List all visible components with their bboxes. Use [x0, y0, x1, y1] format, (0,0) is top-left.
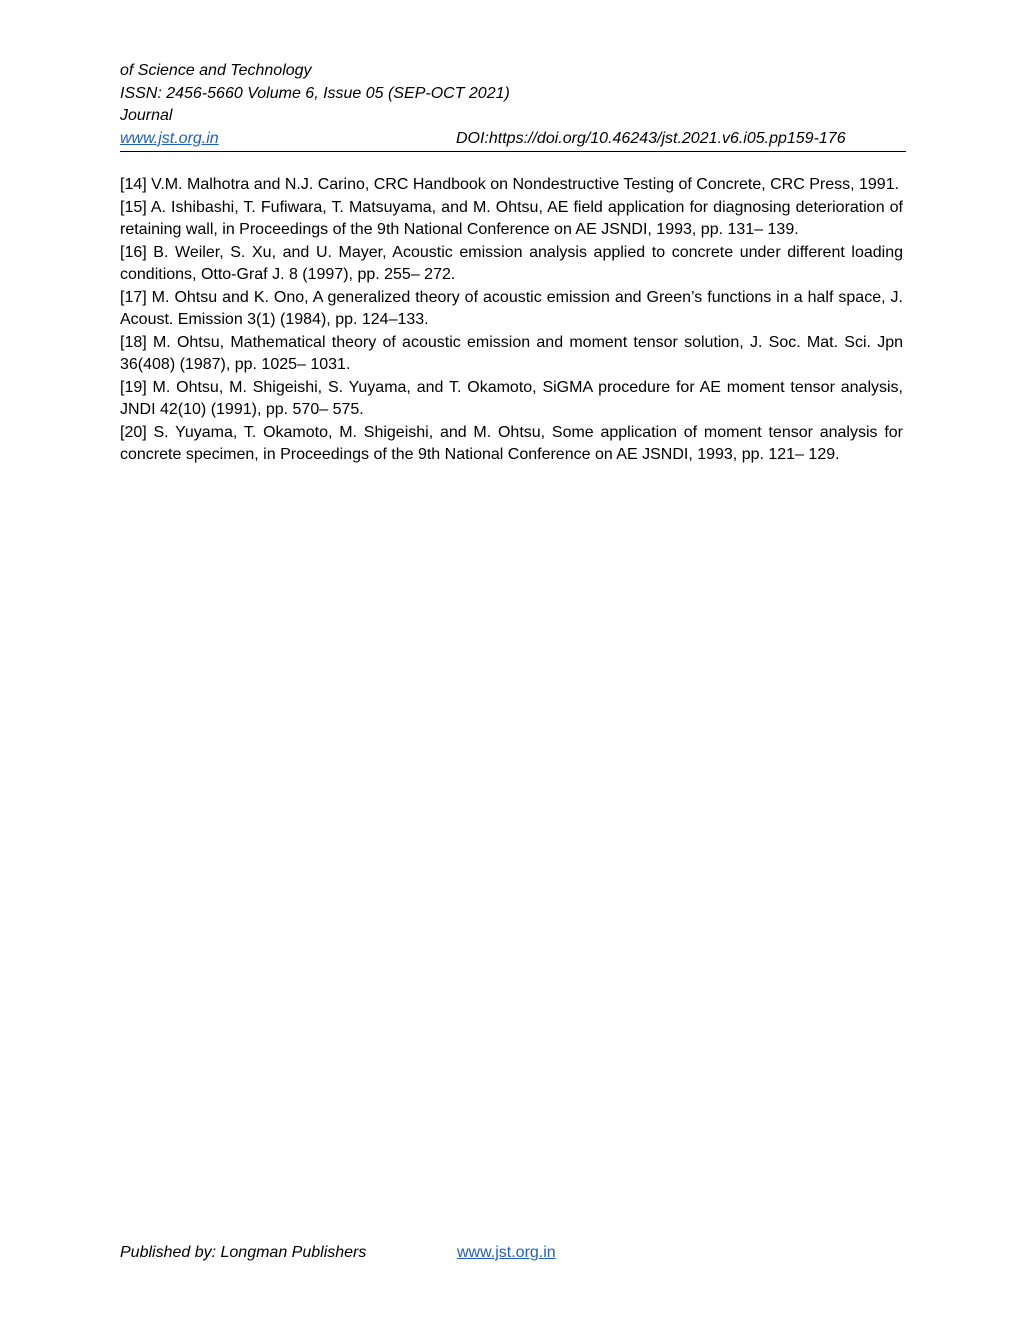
reference-16: [16] B. Weiler, S. Xu, and U. Mayer, Acoustic emission analysis applied to concrete under different loading conditions, Otto-Graf J. 8 (1997), pp. 255– 272.: [120, 243, 903, 283]
page-footer: [120, 1242, 906, 1264]
reference-17: [17] M. Ohtsu and K. Ono, A generalized theory of acoustic emission and Green’s functions in a half space, J. Acoust. Emission 3(1) (1984), pp. 124–133.: [120, 288, 903, 328]
issn-line: ISSN: 2456-5660 Volume 6, Issue 05 (SEP-OCT 2021): [120, 84, 510, 102]
reference-18: [18] M. Ohtsu, Mathematical theory of acoustic emission and moment tensor solution, J. Soc. Mat. Sci. Jpn 36(408) (1987), pp. 1025– 1031.: [120, 333, 903, 373]
reference-14: [14] V.M. Malhotra and N.J. Carino, CRC Handbook on Nondestructive Testing of Concrete, CRC Press, 1991.: [120, 176, 900, 193]
reference-20: [20] S. Yuyama, T. Okamoto, M. Shigeishi, and M. Ohtsu, Some application of moment tensor analysis for concrete specimen, in Proceedings of the 9th National Conference on AE JSNDI, 1993, pp. 121– 129.: [120, 423, 903, 463]
doi-text: DOI:https://doi.org/10.46243/jst.2021.v6.i05.pp159-176: [456, 129, 846, 147]
journal-name-line: of Science and Technology: [120, 62, 312, 79]
reference-15: [15] A. Ishibashi, T. Fufiwara, T. Matsuyama, and M. Ohtsu, AE field application for diagnosing deterioration of retaining wall, in Proceedings of the 9th National Conference on AE JSNDI, 1993, pp. 131– 139.: [120, 198, 903, 238]
footer-website-link[interactable]: www.jst.org.in: [457, 1244, 556, 1261]
header-link-row: [120, 128, 906, 153]
header-website-link[interactable]: www.jst.org.in: [120, 129, 219, 147]
references-list: [120, 174, 903, 467]
publisher-text: Published by: Longman Publishers: [120, 1244, 367, 1261]
journal-word: Journal: [120, 107, 173, 124]
reference-19: [19] M. Ohtsu, M. Shigeishi, S. Yuyama, and T. Okamoto, SiGMA procedure for AE moment tensor analysis, JNDI 42(10) (1991), pp. 570– 575.: [120, 378, 903, 418]
page-header: [120, 60, 906, 152]
